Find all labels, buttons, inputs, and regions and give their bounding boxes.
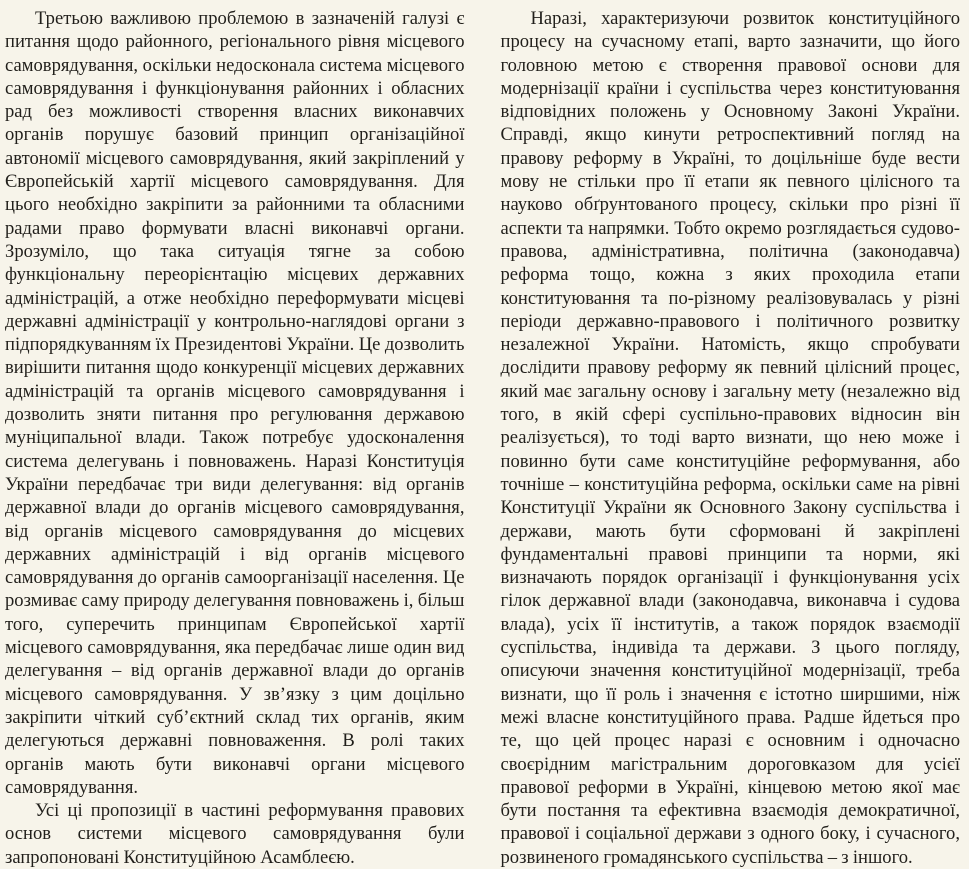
text-column-right xyxy=(500,7,961,868)
paragraph: Наразі, характеризуючи розвиток конституційного процесу на сучасному етапі, варто зазначити, що його головною метою є створення правової основи для модернізації країни і суспільства через конституювання відповідних положень у Основному Законі України. Справді, якщо кинути ретроспективний погляд на правову реформу в Україні, то доцільніше буде вести мову не стільки про її етапи як певного цілісного та науково обґрунтованого процесу, скільки про різні її аспекти та напрямки. Тобто окремо розглядається судово-правова, адміністративна, політична (законодавча) реформа тощо, кожна з яких проходила етапи конституювання та по-різному реалізовувалась у різні періоди державно-правового і політичного розвитку незалежної України. Натомість, якщо спробувати дослідити правову реформу як певний цілісний процес, який має загальну основу і загальну мету (незалежно від того, в якій сфері суспільно-правових відносин він реалізується), то тоді варто визнати, що нею може і повинно бути саме конституційне реформування, або точніше – конституційна реформа, оскільки саме на рівні Конституції України як Основного Закону суспільства і держави, мають бути сформовані й закріплені фундаментальні правові принципи та норми, які визначають порядок організації і функціонування усіх гілок державної влади (законодавча, виконавча і судова влада), усіх її інститутів, а також порядок взаємодії суспільства, індивіда та держави. З цього погляду, описуючи значення конституційної модернізації, треба визнати, що її роль і значення є істотно ширшими, ніж межі власне конституційного права. Радше йдеться про те, що цей процес наразі є основним і одночасно своєрідним магістральним дороговказом для усієї правової реформи в Україні, кінцевою метою якої має бути постання та ефективна взаємодія демократичної, правової і соціальної держави з одного боку, і сучасного, розвиненого громадянського суспільства – з іншого. xyxy=(500,8,960,868)
paragraph: Третьою важливою проблемою в зазначеній галузі є питання щодо районного, регіонального рівня місцевого самоврядування, оскільки недосконала система місцевого самоврядування і функціонування районних і обласних рад без можливості створення власних виконавчих органів порушує базовий принцип організаційної автономії місцевого самоврядування, який закріплений у Європейській хартії місцевого самоврядування. Для цього необхідно закріпити за районними та обласними радами право формувати власні виконавчі органи. Зрозуміло, що така ситуація тягне за собою функціональну переорієнтацію місцевих державних адміністрацій, а отже необхідно переформувати місцеві державні адміністрації у контрольно-наглядові органи з підпорядкуванням їх Президентові України. Це дозволить вирішити питання щодо конкуренції місцевих державних адміністрацій та органів місцевого самоврядування і дозволить зняти питання про регулювання державою муніципальної влади. Також потребує удосконалення система делегувань і повноважень. Наразі Конституція України передбачає три види делегування: від органів державної влади до органів місцевого самоврядування, від органів місцевого самоврядування до місцевих державних адміністрацій і від органів місцевого самоврядування до органів самоорганізації населення. Це розмиває саму природу делегування повноважень і, більш того, суперечить принципам Європейської хартії місцевого самоврядування, яка передбачає лише один вид делегування – від органів державної влади до органів місцевого самоврядування. У зв’язку з цим доцільно закріпити чіткий суб’єктний склад тих органів, яким делегуються державні повноваження. В ролі таких органів мають бути виконавчі органи місцевого самоврядування. xyxy=(5,8,465,798)
paragraph: Усі ці пропозиції в частині реформування правових основ системи місцевого самоврядування були запропоновані Конституційною Асамблеєю. xyxy=(5,800,465,868)
text-column-left xyxy=(5,7,465,868)
